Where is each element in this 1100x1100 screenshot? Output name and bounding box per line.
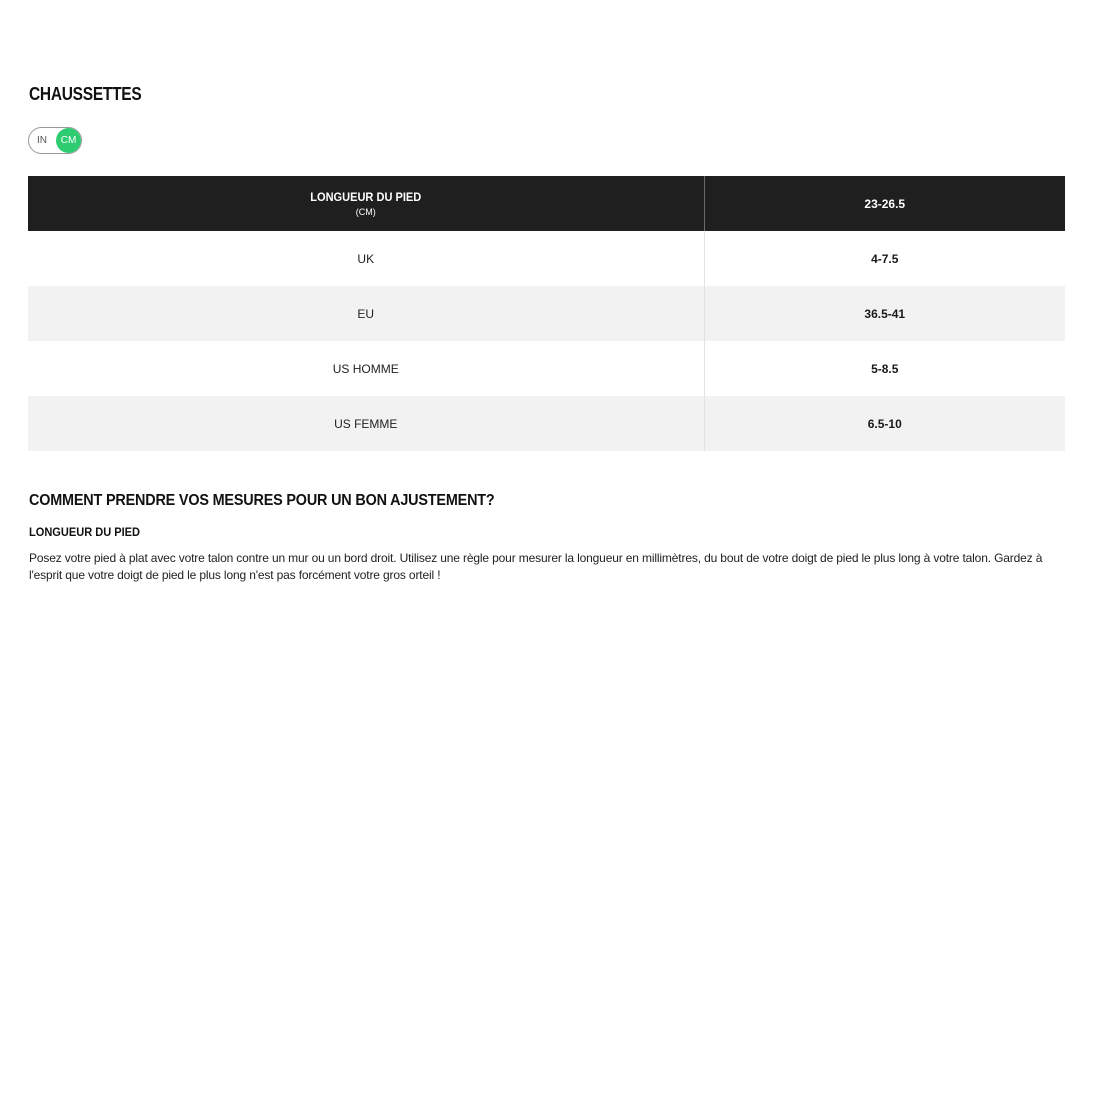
table-row-label: US HOMME — [28, 341, 704, 396]
unit-toggle[interactable] — [28, 127, 82, 154]
measurement-guide-title: COMMENT PRENDRE VOS MESURES POUR UN BON AJUSTEMENT? — [29, 492, 495, 509]
size-table-header-label-main: LONGUEUR DU PIED — [310, 190, 422, 204]
table-row-value: 6.5-10 — [704, 396, 1065, 451]
size-table — [28, 176, 1065, 451]
table-row — [28, 396, 1065, 451]
table-row-label: US FEMME — [28, 396, 704, 451]
table-row-label: UK — [28, 231, 704, 286]
table-row-label: EU — [28, 286, 704, 341]
table-row — [28, 286, 1065, 341]
measurement-guide-text: Posez votre pied à plat avec votre talon contre un mur ou un bord droit. Utilisez une règle pour mesurer la longueur en millimètres, du bout de votre doigt de pied le plus long à votre talon. Gardez à l'esprit que votre doigt de pied le plus long n'est pas forcément votre gros orteil ! — [29, 551, 1043, 582]
measurement-guide-subtitle: LONGUEUR DU PIED — [29, 525, 141, 539]
unit-toggle-cm-knob[interactable]: CM — [56, 128, 81, 153]
table-row-value: 5-8.5 — [871, 361, 899, 376]
table-row — [28, 341, 1065, 396]
unit-toggle-in-label[interactable]: IN — [37, 135, 47, 146]
size-table-header-label — [28, 176, 704, 231]
table-row — [28, 231, 1065, 286]
table-row-value: 4-7.5 — [871, 251, 899, 266]
table-row-value: 36.5-41 — [704, 286, 1065, 341]
size-table-header-label-unit: (CM) — [355, 207, 376, 217]
size-table-header-value: 23-26.5 — [704, 176, 1065, 231]
page-title: CHAUSSETTES — [29, 84, 142, 104]
size-table-header-row — [28, 176, 1065, 231]
